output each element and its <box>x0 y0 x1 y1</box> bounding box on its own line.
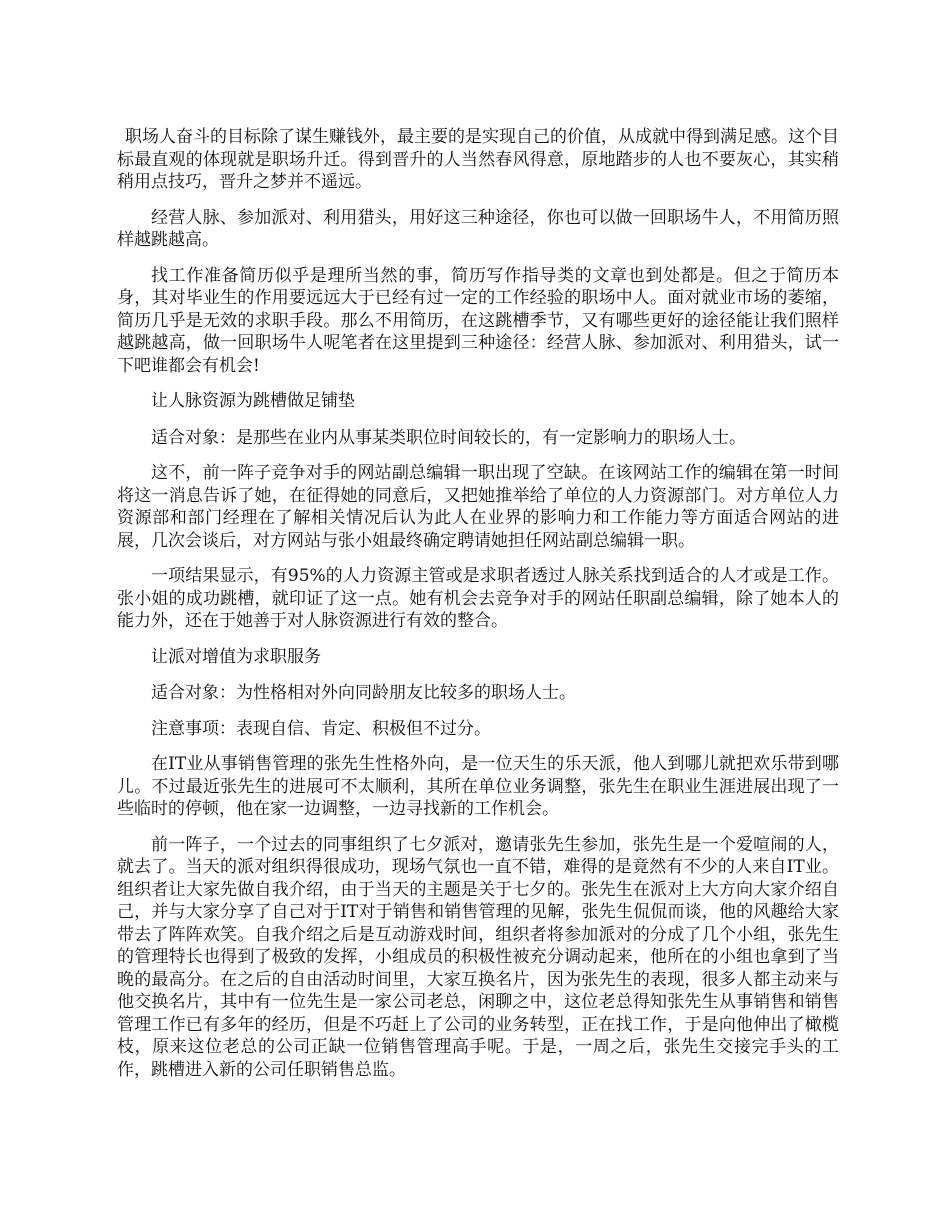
paragraph-party-notes: 注意事项：表现自信、肯定、积极但不过分。 <box>151 718 491 739</box>
paragraph-summary: 经营人脉、参加派对、利用猎头，用好这三种途径，你也可以做一回职场牛人，不用简历照样越跳越高。 <box>117 207 839 250</box>
document-body <box>117 126 839 1094</box>
paragraph-networking-example: 这不，前一阵子竞争对手的网站副总编辑一职出现了空缺。在该网站工作的编辑在第一时间将这一消息告诉了她，在征得她的同意后，又把她推举给了单位的人力资源部门。对方单位人力资源部和部门经理在了解相关情况后认为此人在业界的影响力和工作能力等方面适合网站的进展，几次会谈后，对方网站与张小姐最终确定聘请她担任网站副总编辑一职。 <box>117 463 839 551</box>
paragraph-background: 找工作准备简历似乎是理所当然的事，简历写作指导类的文章也到处都是。但之于简历本身，其对毕业生的作用要远远大于已经有过一定的工作经验的职场中人。面对就业市场的萎缩，简历几乎是无效的求职手段。那么不用简历，在这跳槽季节，又有哪些更好的途径能让我们照样越跳越高，做一回职场牛人呢笔者在这里提到三种途径：经营人脉、参加派对、利用猎头，试一下吧谁都会有机会! <box>117 265 839 376</box>
section-heading-networking: 让人脉资源为跳槽做足铺垫 <box>151 391 355 411</box>
paragraph-networking-audience: 适合对象：是那些在业内从事某类职位时间较长的，有一定影响力的职场人士。 <box>151 427 746 448</box>
paragraph-party-example: 在IT业从事销售管理的张先生性格外向，是一位天生的乐天派，他人到哪儿就把欢乐带到哪儿。不过最近张先生的进展可不太顺利，其所在单位业务调整，张先生在职业生涯进展出现了一些临时的停顿，他在家一边调整，一边寻找新的工作机会。 <box>117 754 839 819</box>
section-heading-party: 让派对增值为求职服务 <box>151 646 321 667</box>
paragraph-party-story: 前一阵子，一个过去的同事组织了七夕派对，邀请张先生参加，张先生是一个爱喧闹的人，就去了。当天的派对组织得很成功，现场气氛也一直不错，难得的是竟然有不少的人来自IT业。组织者让大家先做自我介绍，由于当天的主题是关于七夕的。张先生在派对上大方向大家介绍自己，并与大家分享了自己对于IT对于销售和销售管理的见解，张先生侃侃而谈，他的风趣给大家带去了阵阵欢笑。自我介绍之后是互动游戏时间，组织者将参加派对的分成了几个小组，张先生的管理特长也得到了极致的发挥，小组成员的积极性被充分调动起来，他所在的小组也拿到了当晚的最高分。在之后的自由活动时间里，大家互换名片，因为张先生的表现，很多人都主动来与他交换名片，其中有一位先生是一家公司老总，闲聊之中，这位老总得知张先生从事销售和销售管理工作已有多年的经历，但是不巧赶上了公司的业务转型，正在找工作，于是向他伸出了橄榄枝，原来这位老总的公司正缺一位销售管理高手呢。于是，一周之后，张先生交接完手头的工作，跳槽进入新的公司任职销售总监。 <box>117 834 839 1080</box>
paragraph-party-audience: 适合对象：为性格相对外向同龄朋友比较多的职场人士。 <box>151 683 576 703</box>
paragraph-intro: 职场人奋斗的目标除了谋生赚钱外，最主要的是实现自己的价值，从成就中得到满足感。这个目标最直观的体现就是职场升迁。得到晋升的人当然春风得意，原地踏步的人也不要灰心，其实稍稍用点技巧，晋升之梦并不遥远。 <box>117 127 839 192</box>
paragraph-networking-result: 一项结果显示，有95%的人力资源主管或是求职者透过人脉关系找到适合的人才或是工作。张小姐的成功跳槽，就印证了这一点。她有机会去竞争对手的网站任职副总编辑，除了她本人的能力外，还在于她善于对人脉资源进行有效的整合。 <box>117 566 839 631</box>
